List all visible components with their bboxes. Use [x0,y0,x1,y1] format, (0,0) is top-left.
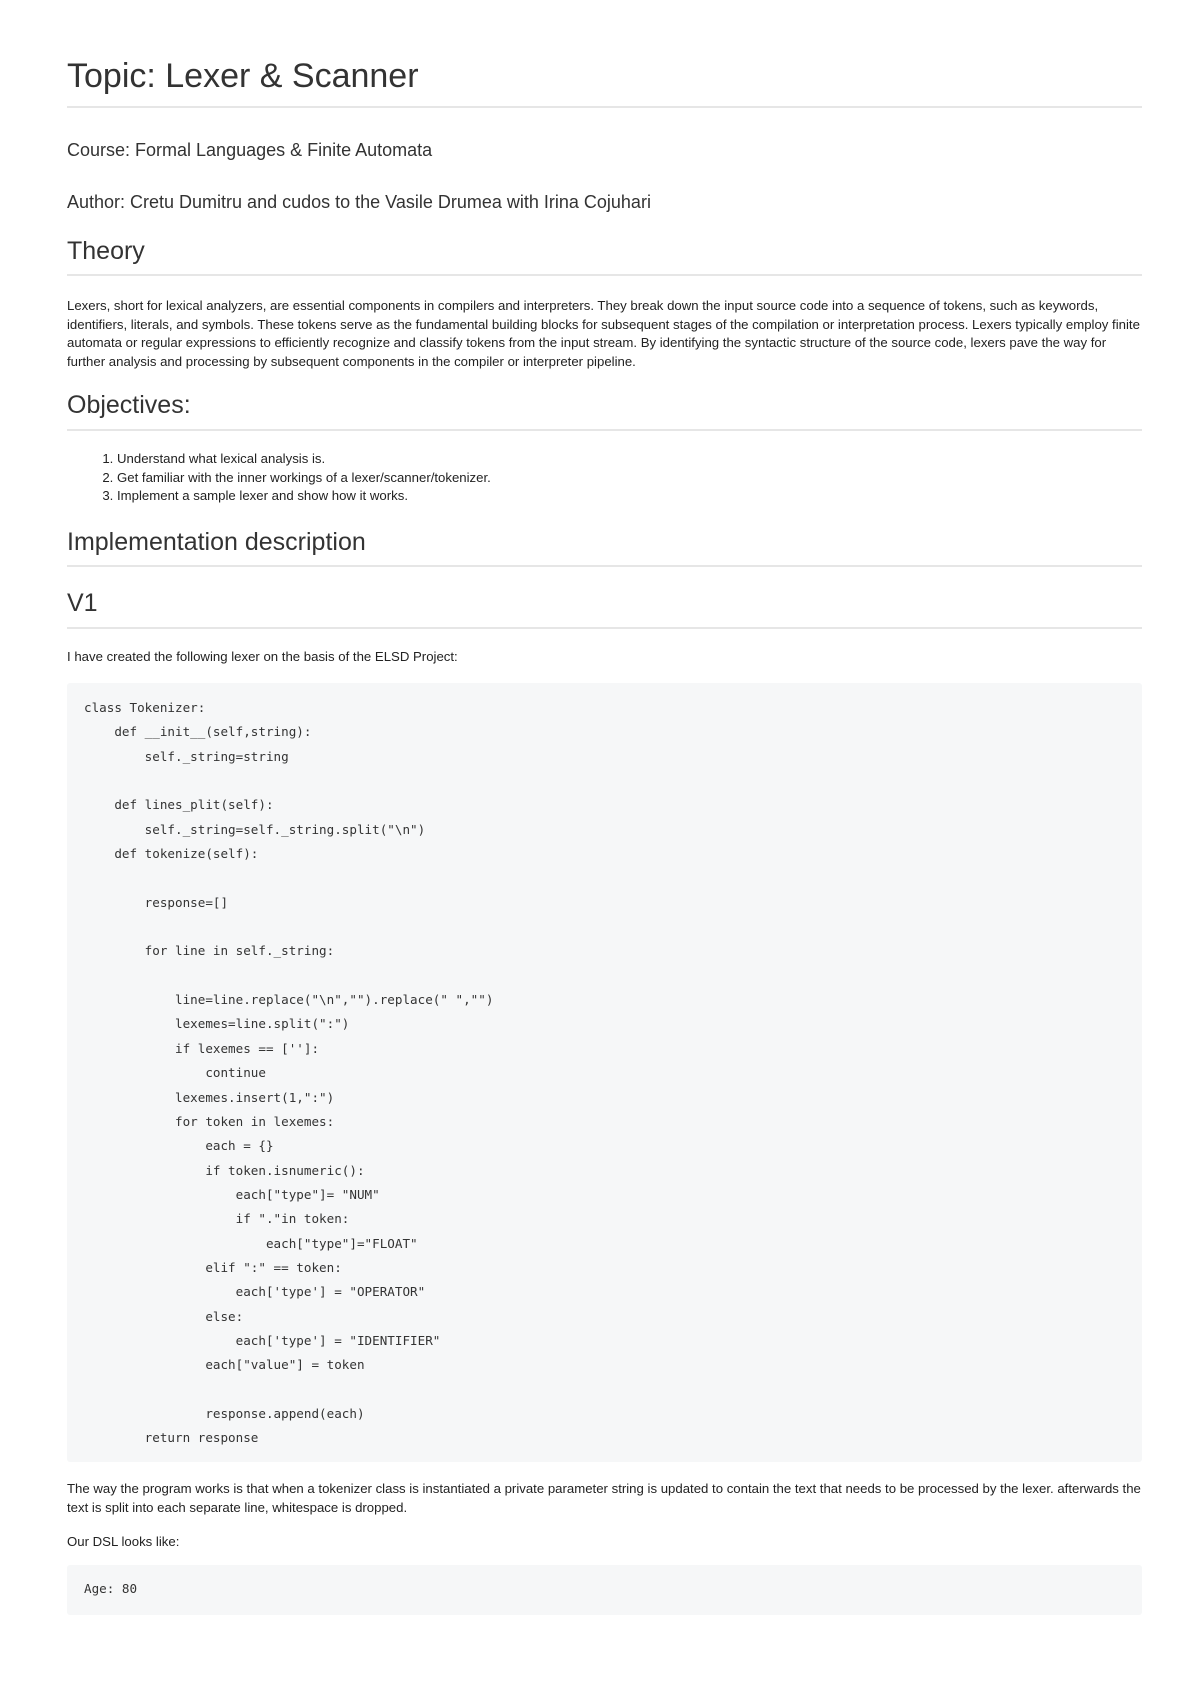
title-divider [67,106,1142,108]
explanation-paragraph: The way the program works is that when a tokenizer class is instantiated a private parameter string is updated to contain the text that needs to be processed by the lexer. afterwards the text is split into each separate line, whitespace is dropped. [67,1481,1141,1515]
page-title: Topic: Lexer & Scanner [67,57,419,95]
theory-divider [67,274,1142,276]
objectives-divider [67,429,1142,431]
objectives-heading: Objectives: [67,391,191,419]
objective-item: 3. Implement a sample lexer and show how it works. [117,487,491,506]
implementation-divider [67,565,1142,567]
dsl-code: Age: 80 [84,1581,138,1596]
objectives-list [67,450,491,506]
theory-heading: Theory [67,237,145,265]
tokenizer-code-block [67,683,1142,1462]
course-line: Course: Formal Languages & Finite Automata [67,140,433,160]
objective-item: 1. Understand what lexical analysis is. [117,450,491,469]
v1-heading: V1 [67,589,98,617]
implementation-intro: I have created the following lexer on the basis of the ELSD Project: [67,649,458,664]
v1-divider [67,627,1142,629]
theory-paragraph: Lexers, short for lexical analyzers, are essential components in compilers and interpreters. They break down the input source code into a sequence of tokens, such as keywords, identifiers, literals, and symbols. These tokens serve as the fundamental building blocks for subsequent stages of the compilation or interpretation process. Lexers typically employ finite automata or regular expressions to efficiently recognize and classify tokens from the input stream. By identifying the syntactic structure of the source code, lexers pave the way for further analysis and processing by subsequent components in the compiler or interpreter pipeline. [67,298,1140,369]
objective-item: 2. Get familiar with the inner workings of a lexer/scanner/tokenizer. [117,469,491,488]
dsl-code-block [67,1565,1142,1615]
dsl-intro: Our DSL looks like: [67,1534,180,1549]
author-line: Author: Cretu Dumitru and cudos to the Vasile Drumea with Irina Cojuhari [67,192,651,212]
tokenizer-code: class Tokenizer: def __init__(self,string): self._string=string def lines_plit(self): self._string=self._string.split("\n") def tokenize(self): response=[] for line in self._string: line=line.replace("\n","").replace(" ","") lexemes=line.split(":") if lexemes == ['']: continue lexemes.insert(1,":") for token in lexemes: each = {} if token.isnumeric(): each["type"]= "NUM" if "."in token: each["type"]="FLOAT" elif ":" == token: each['type'] = "OPERATOR" else: each['type'] = "IDENTIFIER" each["value"] = token response.append(each) return response [84,700,494,1446]
implementation-heading: Implementation description [67,528,366,556]
